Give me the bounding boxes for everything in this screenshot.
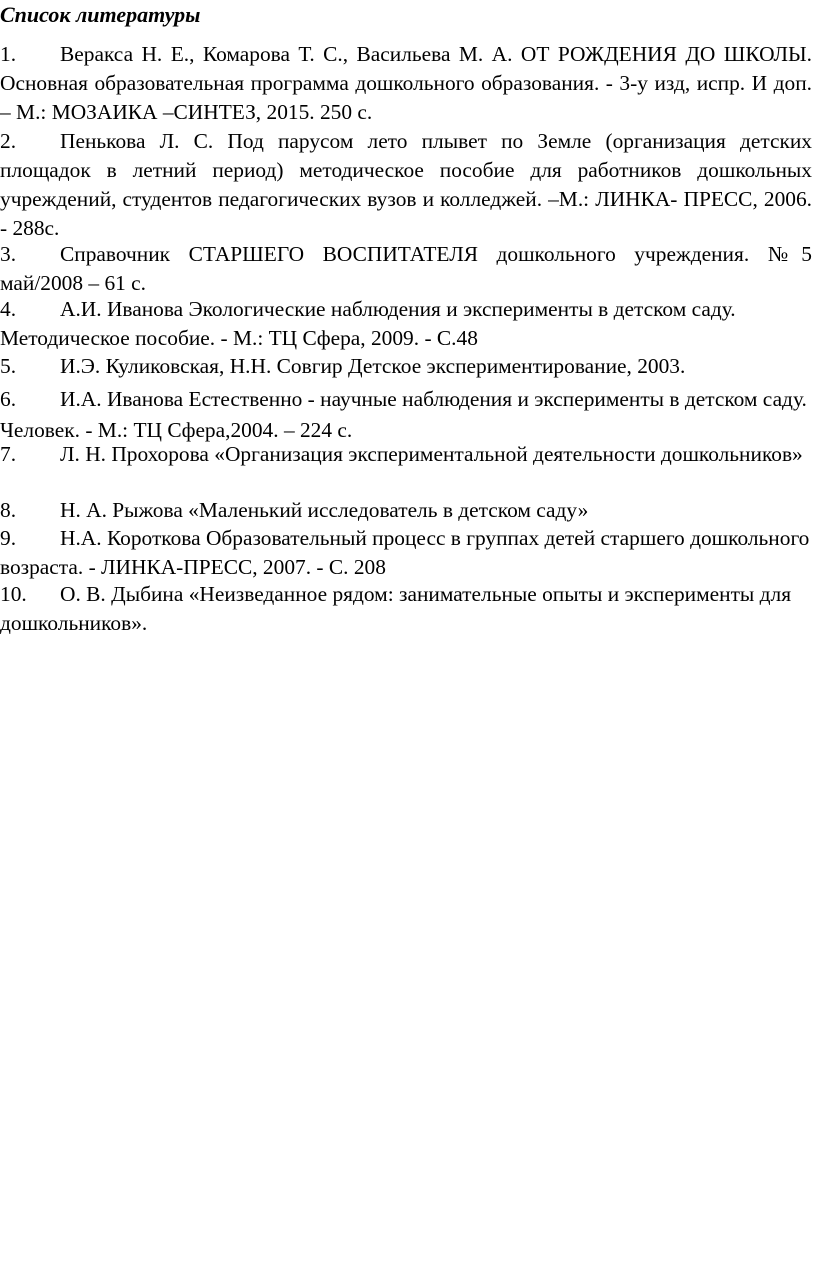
list-item <box>0 384 812 446</box>
list-item-text: Пенькова Л. С. Под парусом лето плывет по Земле (организация детских площадок в летний период) методическое пособие для работников дошкольных учреждений, студентов педагогических вузов и колледжей. –М.: ЛИНКА- ПРЕСС, 2006. - 288с. <box>0 129 812 240</box>
list-item-text: Н. А. Рыжова «Маленький исследователь в детском саду» <box>60 498 589 522</box>
list-item <box>0 524 812 582</box>
list-item-text: Л. Н. Прохорова «Организация экспериментальной деятельности дошкольников» <box>60 442 803 466</box>
list-item-number: 1. <box>0 42 17 66</box>
list-item-text: Н.А. Короткова Образовательный процесс в группах детей старшего дошкольного возраста. - ЛИНКА-ПРЕСС, 2007. - С. 208 <box>0 526 810 579</box>
list-item-number: 10. <box>0 582 27 606</box>
list-item-text: И.Э. Куликовская, Н.Н. Совгир Детское экспериментирование, 2003. <box>60 354 686 378</box>
list-item-number: 6. <box>0 387 17 411</box>
list-item-text: И.А. Иванова Естественно - научные наблюдения и эксперименты в детском саду. Человек. - М.: ТЦ Сфера,2004. – 224 с. <box>0 387 807 442</box>
list-item-number: 8. <box>0 498 17 522</box>
list-item-number: 7. <box>0 442 17 466</box>
list-item <box>0 40 812 127</box>
list-item-number: 9. <box>0 526 17 550</box>
list-item-text: О. В. Дыбина «Неизведанное рядом: занимательные опыты и эксперименты для дошкольников». <box>0 582 792 635</box>
list-item <box>0 496 812 525</box>
list-item <box>0 352 812 381</box>
list-item-text: Веракса Н. Е., Комарова Т. С., Васильева М. А. ОТ РОЖДЕНИЯ ДО ШКОЛЫ. Основная образовательная программа дошкольного образования. - 3-у изд, испр. И доп. – М.: МОЗАИКА –СИНТЕЗ, 2015. 250 с. <box>0 42 812 124</box>
page-title: Список литературы <box>0 2 201 27</box>
list-item-number: 2. <box>0 129 17 153</box>
list-item-text: Справочник СТАРШЕГО ВОСПИТАТЕЛЯ дошкольного учреждения. №5 май/2008 – 61 с. <box>0 242 812 295</box>
list-item-number: 4. <box>0 297 17 321</box>
list-item-number: 5. <box>0 354 17 378</box>
list-item <box>0 440 812 469</box>
list-item-text: А.И. Иванова Экологические наблюдения и эксперименты в детском саду. Методическое пособие. - М.: ТЦ Сфера, 2009. - С.48 <box>0 297 736 350</box>
list-item <box>0 127 812 243</box>
list-item <box>0 580 812 638</box>
list-item-number: 3. <box>0 242 17 266</box>
list-item <box>0 240 812 298</box>
list-item <box>0 295 812 353</box>
